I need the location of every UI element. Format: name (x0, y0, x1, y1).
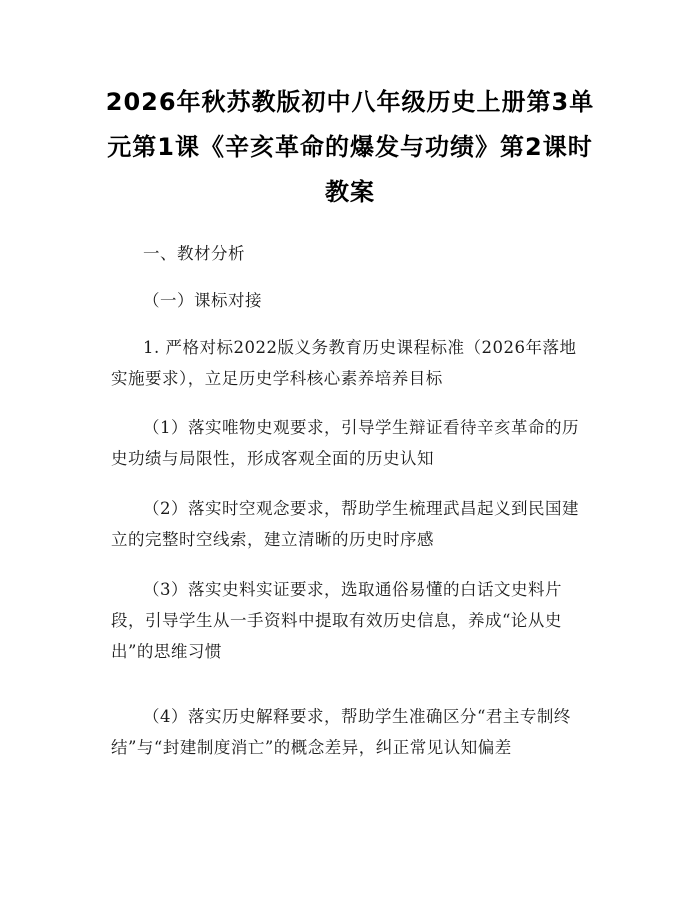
paragraph-item-1: （1）落实唯物史观要求，引导学生辩证看待辛亥革命的历史功绩与局限性，形成客观全面的历史认知 (111, 418, 579, 468)
paragraph-item-4: （4）落实历史解释要求，帮助学生准确区分“君主专制终结”与“封建制度消亡”的概念差异，纠正常见认知偏差 (111, 707, 571, 757)
paragraph-item-2: （2）落实时空观念要求，帮助学生梳理武昌起义到民国建立的完整时空线索，建立清晰的历史时序感 (111, 499, 579, 549)
paragraph-standard: 1. 严格对标2022版义务教育历史课程标准（2026年落地实施要求），立足历史学科核心素养培养目标 (111, 338, 577, 388)
subsection-heading: （一）课标对接 (143, 291, 262, 310)
document-title: 2026年秋苏教版初中八年级历史上册第3单元第1课《辛亥革命的爆发与功绩》第2课时教案 (105, 88, 595, 206)
paragraph-item-3: （3）落实史料实证要求，选取通俗易懂的白话文史料片段，引导学生从一手资料中提取有效历史信息，养成“论从史出”的思维习惯 (111, 580, 562, 661)
section-heading: 一、教材分析 (143, 244, 245, 263)
